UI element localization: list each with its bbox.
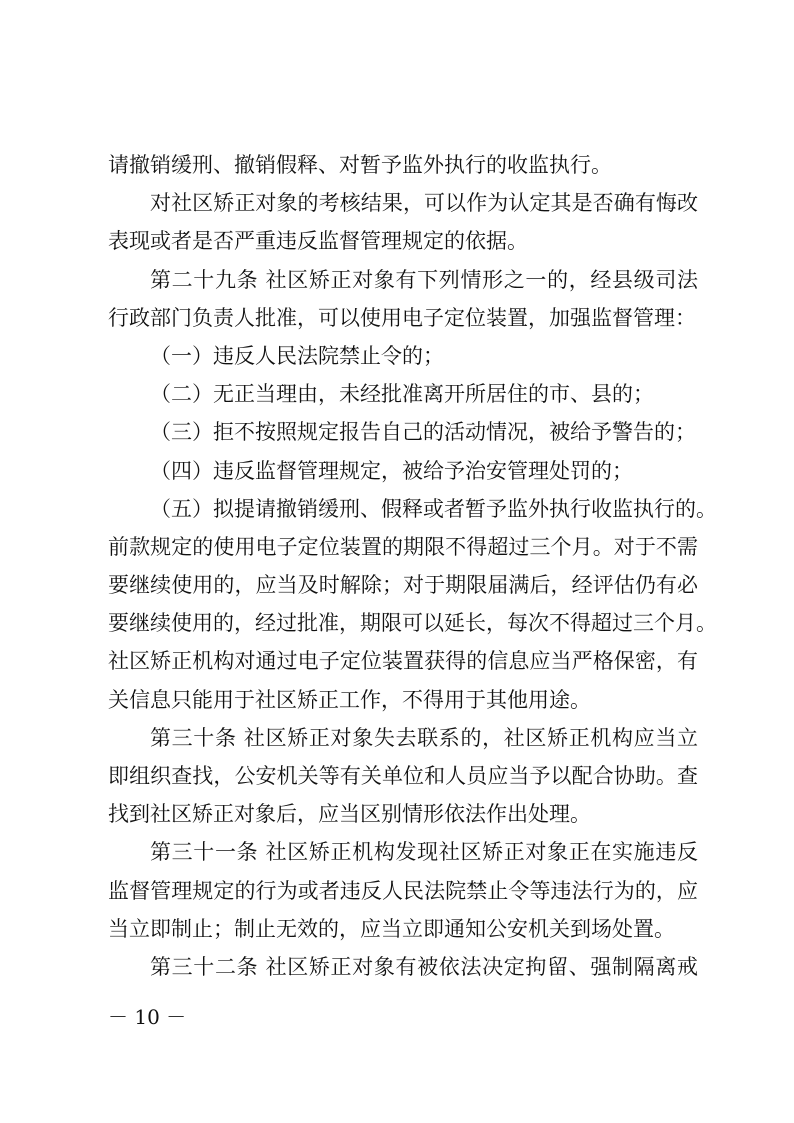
text-line-21: 当立即制止；制止无效的，应当立即通知公安机关到场处置。 xyxy=(108,916,675,941)
text-line-3: 表现或者是否严重违反监督管理规定的依据。 xyxy=(108,229,528,254)
text-line-6: （一）违反人民法院禁止令的； xyxy=(150,343,444,368)
text-line-1: 请撤销缓刑、撤销假释、对暂予监外执行的收监执行。 xyxy=(108,153,612,177)
page-number: － 10 － xyxy=(108,1005,187,1029)
text-line-10: （五）拟提请撤销缓刑、假释或者暂予监外执行收监执行的。 xyxy=(150,496,717,521)
text-line-17: 即组织查找，公安机关等有关单位和人员应当予以配合协助。查 xyxy=(108,764,698,788)
text-line-20: 监督管理规定的行为或者违反人民法院禁止令等违法行为的，应 xyxy=(108,878,698,903)
text-line-15: 关信息只能用于社区矫正工作，不得用于其他用途。 xyxy=(108,687,591,712)
text-line-19: 第三十一条 社区矫正机构发现社区矫正对象正在实施违反 xyxy=(150,840,698,865)
text-line-11: 前款规定的使用电子定位装置的期限不得超过三个月。对于不需 xyxy=(108,534,698,559)
text-line-9: （四）违反监督管理规定，被给予治安管理处罚的； xyxy=(150,458,633,483)
text-line-16: 第三十条 社区矫正对象失去联系的，社区矫正机构应当立 xyxy=(150,725,698,750)
text-line-12: 要继续使用的，应当及时解除；对于期限届满后，经评估仍有必 xyxy=(108,573,698,598)
text-line-13: 要继续使用的，经过批准，期限可以延长，每次不得超过三个月。 xyxy=(108,611,717,636)
text-line-18: 找到社区矫正对象后，应当区别情形依法作出处理。 xyxy=(108,802,591,827)
text-line-2: 对社区矫正对象的考核结果，可以作为认定其是否确有悔改 xyxy=(150,191,698,216)
text-line-4: 第二十九条 社区矫正对象有下列情形之一的，经县级司法 xyxy=(150,267,698,292)
text-line-22: 第三十二条 社区矫正对象有被依法决定拘留、强制隔离戒 xyxy=(150,954,698,979)
text-line-5: 行政部门负责人批准，可以使用电子定位装置，加强监督管理： xyxy=(108,305,696,330)
text-line-14: 社区矫正机构对通过电子定位装置获得的信息应当严格保密，有 xyxy=(108,649,698,674)
body-text xyxy=(108,146,717,986)
text-line-7: （二）无正当理由，未经批准离开所居住的市、县的； xyxy=(150,382,654,407)
text-line-8: （三）拒不按照规定报告自己的活动情况，被给予警告的； xyxy=(150,420,696,445)
